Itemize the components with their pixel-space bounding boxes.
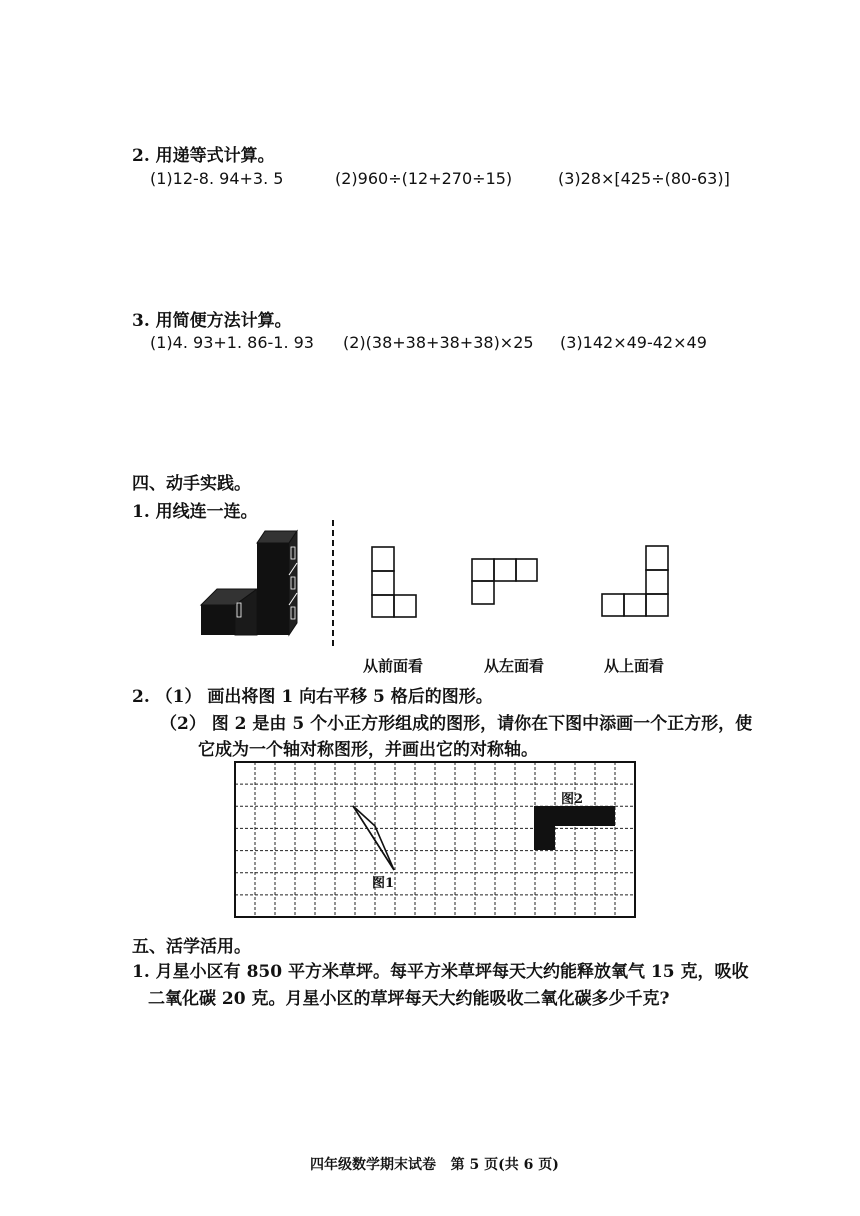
question-2-item-1: (1)12-8. 94+3. 5 — [150, 169, 284, 188]
section-4-title: 四、动手实践。 — [132, 474, 251, 494]
view-label-left: 从左面看 — [484, 657, 545, 675]
section-5-question-1-line-2: 二氧化碳 20 克。月星小区的草坪每天大约能吸收二氧化碳多少千克? — [148, 989, 670, 1009]
question-3-title: 3. 用简便方法计算。 — [132, 311, 292, 331]
question-3-item-1: (1)4. 93+1. 86-1. 93 — [150, 333, 314, 352]
question-3-item-2: (2)(38+38+38+38)×25 — [343, 333, 534, 352]
question-2-item-2: (2)960÷(12+270÷15) — [335, 169, 513, 188]
view-left-figure — [470, 557, 540, 607]
view-top-figure — [600, 544, 672, 620]
question-2-item-3: (3)28×[425÷(80-63)] — [558, 169, 730, 188]
section-4-question-2-part-1: 2. （1） 画出将图 1 向右平移 5 格后的图形。 — [132, 687, 493, 707]
question-2-title: 2. 用递等式计算。 — [132, 146, 275, 166]
grid-paper[interactable] — [235, 762, 635, 917]
section-4-question-2-part-2-line-2: 它成为一个轴对称图形，并画出它的对称轴。 — [198, 740, 538, 760]
3d-block-figure — [195, 525, 305, 640]
dashed-divider — [331, 520, 335, 650]
section-5-title: 五、活学活用。 — [132, 937, 251, 957]
section-4-question-2-part-2-line-1: （2） 图 2 是由 5 个小正方形组成的图形，请你在下图中添画一个正方形，使 — [160, 714, 753, 734]
page-footer: 四年级数学期末试卷 第 5 页(共 6 页) — [310, 1157, 559, 1173]
figure-2-label: 图2 — [561, 792, 584, 807]
question-3-item-3: (3)142×49-42×49 — [560, 333, 707, 352]
figure-1-label: 图1 — [372, 876, 395, 891]
section-5-question-1-line-1: 1. 月星小区有 850 平方米草坪。每平方米草坪每天大约能释放氧气 15 克，吸收 — [132, 962, 749, 982]
view-label-front: 从前面看 — [363, 657, 424, 675]
section-4-question-1: 1. 用线连一连。 — [132, 502, 258, 522]
view-front-figure — [370, 545, 420, 620]
view-label-top: 从上面看 — [604, 657, 665, 675]
